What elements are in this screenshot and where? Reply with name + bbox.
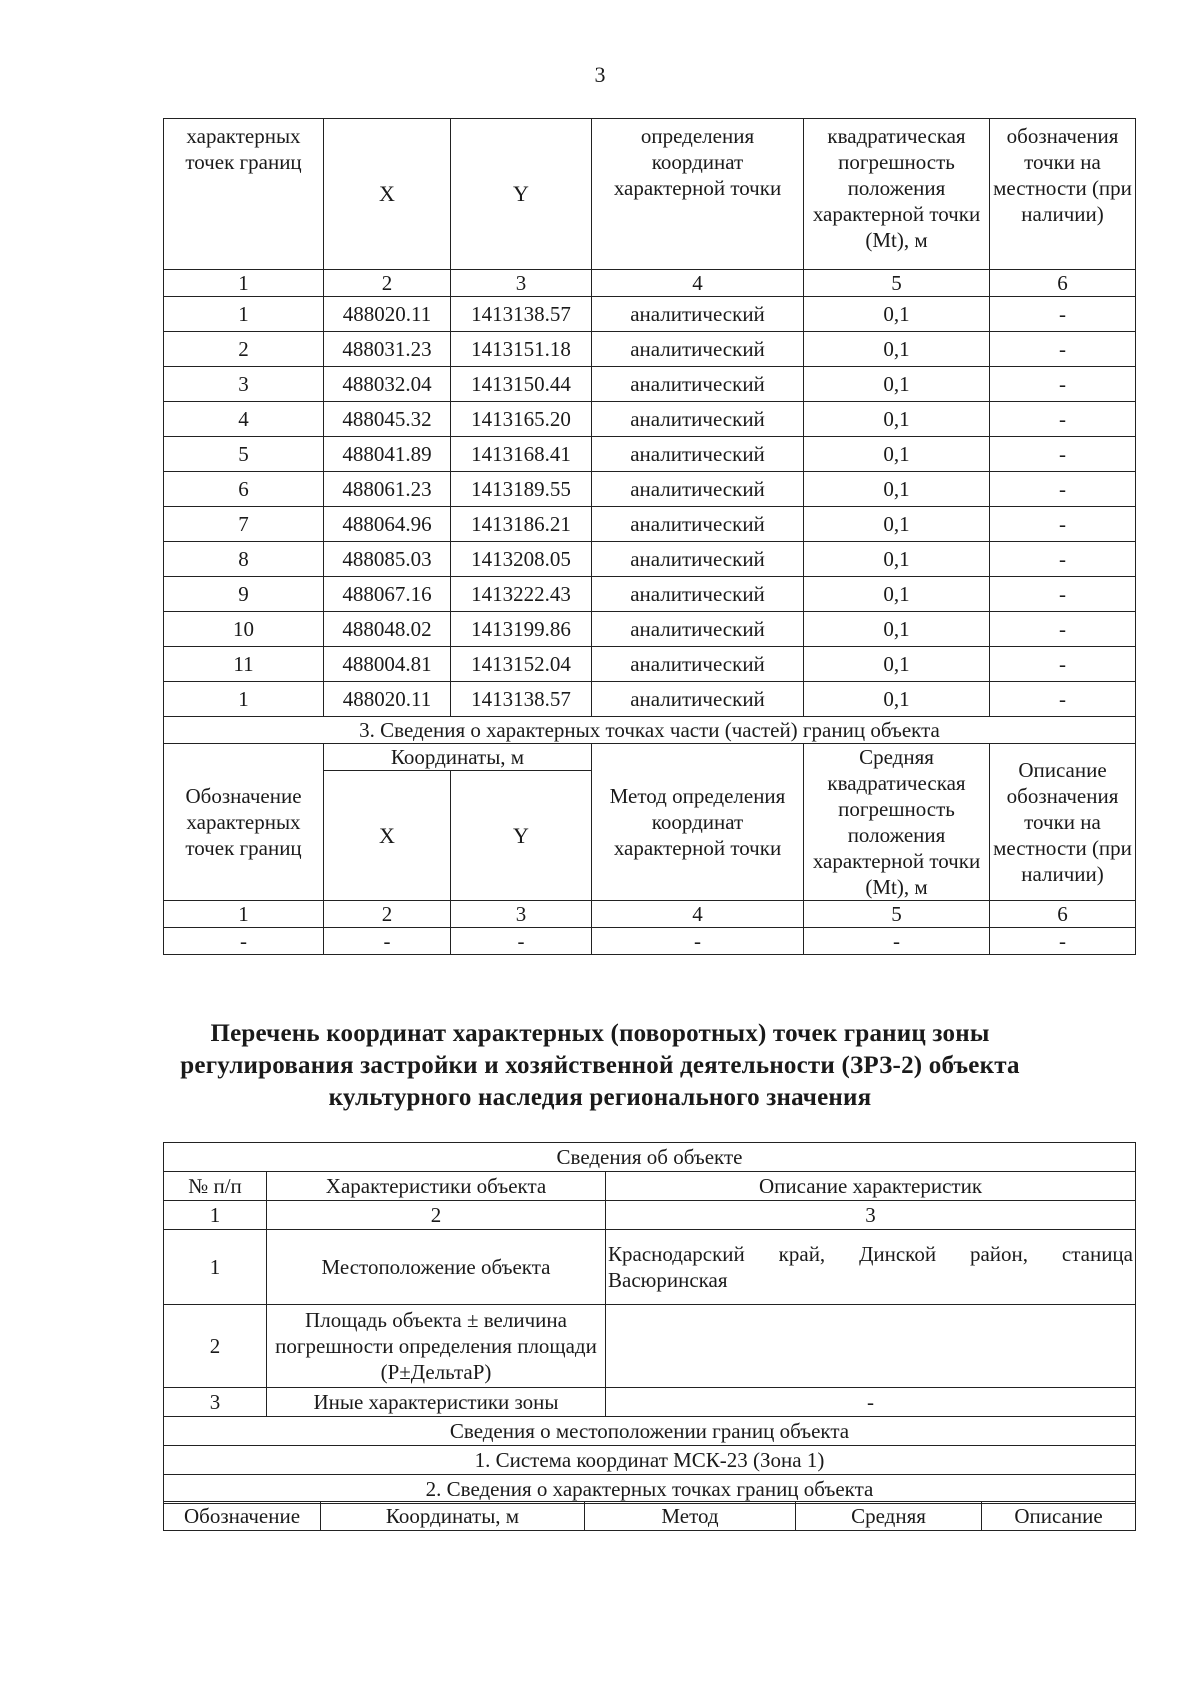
description: - <box>990 332 1136 367</box>
description: - <box>990 577 1136 612</box>
col-number: 5 <box>804 901 990 928</box>
mt-value: 0,1 <box>804 542 990 577</box>
header-point-designation: характерных точек границ <box>164 119 324 270</box>
point-number: 3 <box>164 367 324 402</box>
table-row <box>164 647 1136 682</box>
table-row <box>164 437 1136 472</box>
point-number: 8 <box>164 542 324 577</box>
y-coordinate: 1413186.21 <box>451 507 592 542</box>
point-number: 7 <box>164 507 324 542</box>
part-header-y: Y <box>451 771 592 901</box>
heading-line: культурного наследия регионального значения <box>328 1084 872 1111</box>
col-number: 3 <box>606 1201 1136 1230</box>
coord-system-row <box>164 1446 1136 1475</box>
empty-cell: - <box>592 928 804 955</box>
col-number: 5 <box>804 270 990 297</box>
x-coordinate: 488045.32 <box>324 402 451 437</box>
description: - <box>990 647 1136 682</box>
y-coordinate: 1413138.57 <box>451 682 592 717</box>
points-title-row <box>164 1475 1136 1504</box>
y-coordinate: 1413151.18 <box>451 332 592 367</box>
mt-value: 0,1 <box>804 297 990 332</box>
table-row <box>164 1305 1136 1388</box>
col-number: 1 <box>164 901 324 928</box>
point-number: 9 <box>164 577 324 612</box>
col-number: 4 <box>592 270 804 297</box>
row-description: - <box>606 1388 1136 1417</box>
coordinates-table <box>163 118 1136 955</box>
col-number: 6 <box>990 270 1136 297</box>
description: - <box>990 402 1136 437</box>
method: аналитический <box>592 332 804 367</box>
points-title: 2. Сведения о характерных точках границ объекта <box>164 1475 1136 1504</box>
table-row <box>164 1388 1136 1417</box>
header-method: определения координат характерной точки <box>592 119 804 270</box>
header-y: Y <box>451 119 592 270</box>
table-row <box>164 542 1136 577</box>
point-number: 4 <box>164 402 324 437</box>
part-header-method: Метод определения координат характерной точки <box>592 744 804 901</box>
heading-line: регулирования застройки и хозяйственной деятельности (ЗРЗ-2) объекта <box>180 1052 1020 1079</box>
mt-value: 0,1 <box>804 367 990 402</box>
table-row <box>164 472 1136 507</box>
header-description: обозначения точки на местности (при наличии) <box>990 119 1136 270</box>
part-empty-row <box>164 928 1136 955</box>
x-coordinate: 488004.81 <box>324 647 451 682</box>
part-header-designation: Обозначение характерных точек границ <box>164 744 324 901</box>
empty-cell: - <box>324 928 451 955</box>
row-number: 3 <box>164 1388 267 1417</box>
points-header-designation: Обозначение <box>164 1502 321 1531</box>
empty-cell: - <box>804 928 990 955</box>
y-coordinate: 1413152.04 <box>451 647 592 682</box>
point-number: 6 <box>164 472 324 507</box>
row-characteristic: Иные характеристики зоны <box>267 1388 606 1417</box>
section3-title: 3. Сведения о характерных точках части (частей) границ объекта <box>164 717 1136 744</box>
x-coordinate: 488032.04 <box>324 367 451 402</box>
part-header-mt: Средняя квадратическая погрешность положения характерной точки (Mt), м <box>804 744 990 901</box>
location-title: Сведения о местоположении границ объекта <box>164 1417 1136 1446</box>
header-mt: квадратическая погрешность положения характерной точки (Mt), м <box>804 119 990 270</box>
method: аналитический <box>592 612 804 647</box>
description: - <box>990 507 1136 542</box>
heading-line: Перечень координат характерных (поворотных) точек границ зоны <box>210 1020 990 1047</box>
y-coordinate: 1413165.20 <box>451 402 592 437</box>
y-coordinate: 1413222.43 <box>451 577 592 612</box>
table-row <box>164 577 1136 612</box>
method: аналитический <box>592 577 804 612</box>
col-number: 2 <box>324 270 451 297</box>
section3-title-row <box>164 717 1136 744</box>
header-characteristics: Характеристики объекта <box>267 1172 606 1201</box>
mt-value: 0,1 <box>804 507 990 542</box>
col-number: 1 <box>164 270 324 297</box>
table-row <box>164 402 1136 437</box>
part-header-row <box>164 744 1136 771</box>
y-coordinate: 1413199.86 <box>451 612 592 647</box>
mt-value: 0,1 <box>804 682 990 717</box>
coord-system: 1. Система координат МСК-23 (Зона 1) <box>164 1446 1136 1475</box>
mt-value: 0,1 <box>804 577 990 612</box>
col-number: 4 <box>592 901 804 928</box>
mt-value: 0,1 <box>804 647 990 682</box>
description: - <box>990 682 1136 717</box>
x-coordinate: 488067.16 <box>324 577 451 612</box>
object-info-header-row <box>164 1172 1136 1201</box>
empty-cell: - <box>164 928 324 955</box>
col-number: 1 <box>164 1201 267 1230</box>
part-header-description: Описание обозначения точки на местности (при наличии) <box>990 744 1136 901</box>
col-number: 3 <box>451 901 592 928</box>
description: - <box>990 367 1136 402</box>
y-coordinate: 1413150.44 <box>451 367 592 402</box>
table-row <box>164 682 1136 717</box>
y-coordinate: 1413168.41 <box>451 437 592 472</box>
points-header-coords: Координаты, м <box>321 1502 585 1531</box>
method: аналитический <box>592 507 804 542</box>
method: аналитический <box>592 402 804 437</box>
col-number: 2 <box>267 1201 606 1230</box>
mt-value: 0,1 <box>804 472 990 507</box>
table-row <box>164 1230 1136 1305</box>
part-header-coords: Координаты, м <box>324 744 592 771</box>
points-header-method: Метод <box>585 1502 796 1531</box>
method: аналитический <box>592 472 804 507</box>
x-coordinate: 488041.89 <box>324 437 451 472</box>
table-header-row <box>164 119 1136 270</box>
mt-value: 0,1 <box>804 437 990 472</box>
x-coordinate: 488085.03 <box>324 542 451 577</box>
table-row <box>164 612 1136 647</box>
object-info-table <box>163 1142 1136 1504</box>
table-row <box>164 297 1136 332</box>
empty-cell: - <box>451 928 592 955</box>
points-header-table <box>163 1501 1136 1531</box>
x-coordinate: 488048.02 <box>324 612 451 647</box>
mt-value: 0,1 <box>804 402 990 437</box>
col-number: 6 <box>990 901 1136 928</box>
method: аналитический <box>592 647 804 682</box>
table-row <box>164 332 1136 367</box>
description: - <box>990 612 1136 647</box>
row-characteristic: Местоположение объекта <box>267 1230 606 1305</box>
x-coordinate: 488064.96 <box>324 507 451 542</box>
y-coordinate: 1413208.05 <box>451 542 592 577</box>
object-info-number-row <box>164 1201 1136 1230</box>
header-num: № п/п <box>164 1172 267 1201</box>
points-header-mt: Средняя <box>796 1502 982 1531</box>
point-number: 5 <box>164 437 324 472</box>
location-title-row <box>164 1417 1136 1446</box>
column-number-row <box>164 270 1136 297</box>
y-coordinate: 1413138.57 <box>451 297 592 332</box>
description: - <box>990 437 1136 472</box>
method: аналитический <box>592 297 804 332</box>
part-column-number-row <box>164 901 1136 928</box>
row-characteristic: Площадь объекта ± величина погрешности определения площади (Р±ДельтаР) <box>267 1305 606 1388</box>
object-info-title-row <box>164 1143 1136 1172</box>
section-heading <box>0 1018 1200 1114</box>
page-number: 3 <box>594 62 606 87</box>
object-info-title: Сведения об объекте <box>164 1143 1136 1172</box>
mt-value: 0,1 <box>804 612 990 647</box>
row-description: Краснодарский край, Динской район, станица Васюринская <box>606 1230 1136 1305</box>
row-number: 1 <box>164 1230 267 1305</box>
point-number: 1 <box>164 682 324 717</box>
row-description <box>606 1305 1136 1388</box>
empty-cell: - <box>990 928 1136 955</box>
mt-value: 0,1 <box>804 332 990 367</box>
header-description: Описание характеристик <box>606 1172 1136 1201</box>
point-number: 1 <box>164 297 324 332</box>
method: аналитический <box>592 367 804 402</box>
x-coordinate: 488020.11 <box>324 682 451 717</box>
description: - <box>990 542 1136 577</box>
col-number: 3 <box>451 270 592 297</box>
description: - <box>990 297 1136 332</box>
row-number: 2 <box>164 1305 267 1388</box>
points-header-description: Описание <box>982 1502 1136 1531</box>
x-coordinate: 488061.23 <box>324 472 451 507</box>
x-coordinate: 488020.11 <box>324 297 451 332</box>
point-number: 2 <box>164 332 324 367</box>
description: - <box>990 472 1136 507</box>
method: аналитический <box>592 542 804 577</box>
y-coordinate: 1413189.55 <box>451 472 592 507</box>
table-row <box>164 507 1136 542</box>
point-number: 10 <box>164 612 324 647</box>
x-coordinate: 488031.23 <box>324 332 451 367</box>
col-number: 2 <box>324 901 451 928</box>
points-header-row <box>164 1502 1136 1531</box>
part-header-x: X <box>324 771 451 901</box>
method: аналитический <box>592 682 804 717</box>
point-number: 11 <box>164 647 324 682</box>
header-x: X <box>324 119 451 270</box>
method: аналитический <box>592 437 804 472</box>
table-row <box>164 367 1136 402</box>
